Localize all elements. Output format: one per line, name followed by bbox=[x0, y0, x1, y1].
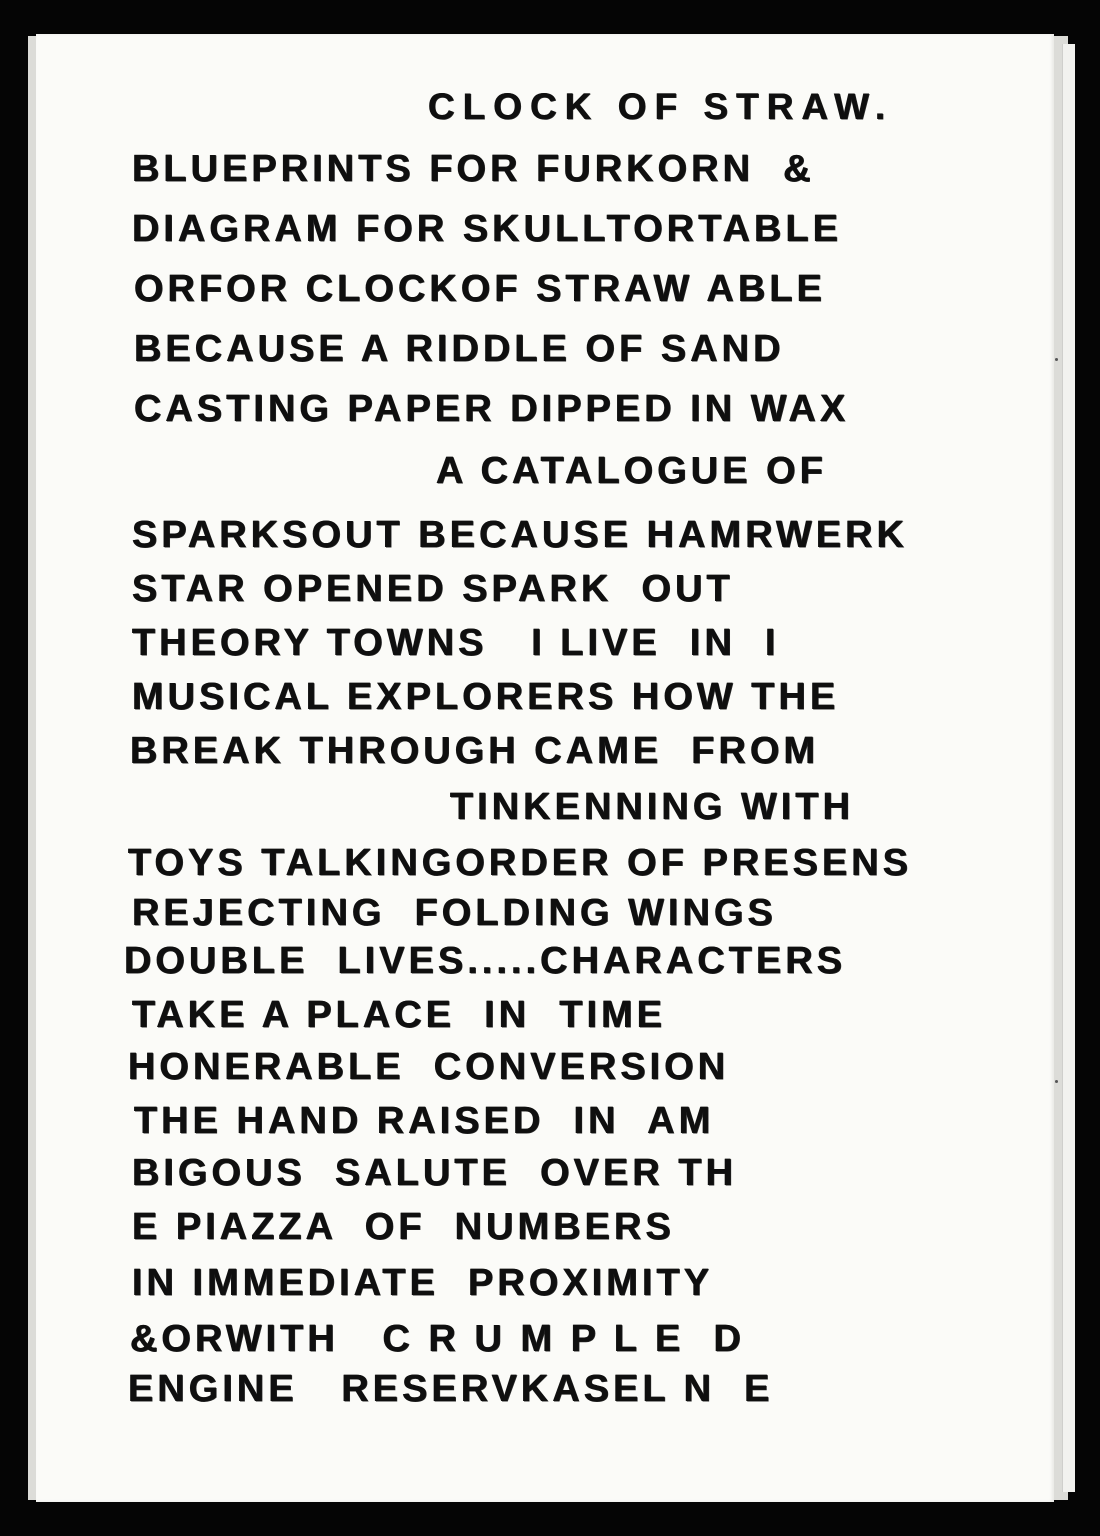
text-line: BIGOUS SALUTE OVER TH bbox=[132, 1152, 738, 1194]
text-line: ORFOR CLOCKOF STRAW ABLE bbox=[134, 268, 826, 310]
page-title: CLOCK OF STRAW. bbox=[428, 86, 894, 127]
text-line: TINKENNING WITH bbox=[450, 786, 855, 828]
text-line: REJECTING FOLDING WINGS bbox=[132, 892, 777, 934]
text-line: STAR OPENED SPARK OUT bbox=[132, 568, 734, 610]
gutter-mark bbox=[1055, 1080, 1058, 1083]
text-line: BLUEPRINTS FOR FURKORN & bbox=[132, 148, 815, 190]
text-line: TOYS TALKINGORDER OF PRESENS bbox=[128, 842, 913, 884]
text-line: E PIAZZA OF NUMBERS bbox=[132, 1206, 675, 1248]
text-line: &ORWITH C R U M P L E D bbox=[130, 1318, 745, 1360]
text-line: IN IMMEDIATE PROXIMITY bbox=[132, 1262, 714, 1304]
text-line: BECAUSE A RIDDLE OF SAND bbox=[134, 328, 785, 370]
text-line: HONERABLE CONVERSION bbox=[128, 1046, 730, 1088]
text-line: MUSICAL EXPLORERS HOW THE bbox=[132, 676, 840, 718]
text-line: DOUBLE LIVES.....CHARACTERS bbox=[124, 940, 847, 982]
text-line: BREAK THROUGH CAME FROM bbox=[130, 730, 820, 772]
text-line: THE HAND RAISED IN AM bbox=[134, 1100, 715, 1142]
text-line: TAKE A PLACE IN TIME bbox=[132, 994, 667, 1036]
text-line: THEORY TOWNS I LIVE IN I bbox=[132, 622, 780, 664]
text-line: DIAGRAM FOR SKULLTORTABLE bbox=[132, 208, 843, 250]
text-line: CASTING PAPER DIPPED IN WAX bbox=[134, 388, 850, 430]
text-line: ENGINE RESERVKASEL N E bbox=[128, 1368, 774, 1410]
gutter-mark bbox=[1055, 358, 1058, 361]
text-line: A CATALOGUE OF bbox=[436, 450, 827, 492]
facing-page-edge bbox=[1062, 44, 1075, 1492]
text-line: SPARKSOUT BECAUSE HAMRWERK bbox=[132, 514, 909, 556]
